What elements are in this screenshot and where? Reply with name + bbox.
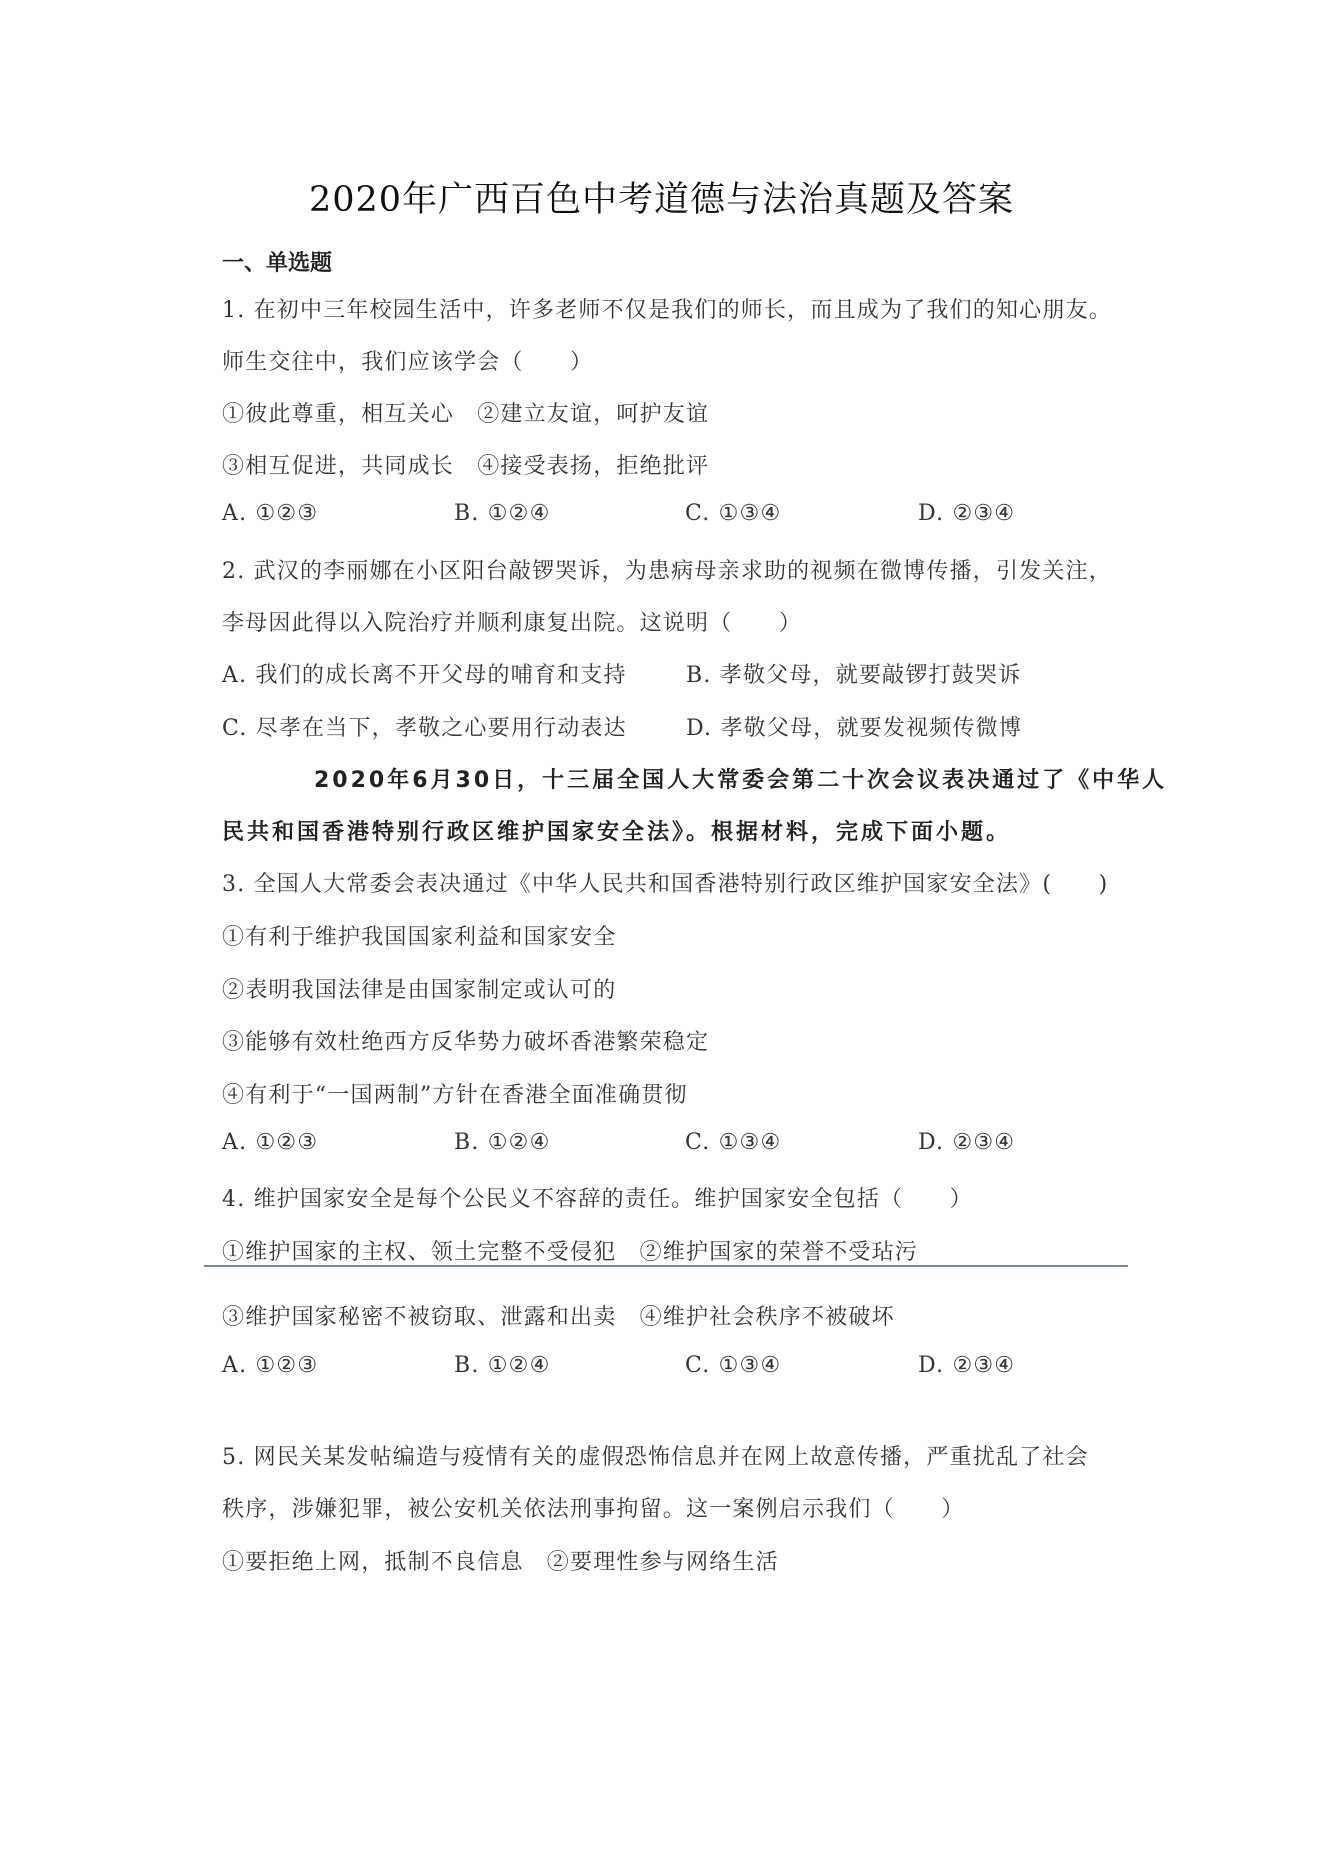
question-1-line: 师生交往中，我们应该学会（ ） bbox=[222, 350, 594, 375]
question-2-option-c: C. 尽孝在当下，孝敬之心要用行动表达 bbox=[222, 716, 627, 741]
question-1-option-a: A. ①②③ bbox=[222, 501, 319, 526]
question-4-statement: ③维护国家秘密不被窃取、泄露和出卖 ④维护社会秩序不被破坏 bbox=[222, 1305, 895, 1330]
question-1-statement: ①彼此尊重，相互关心 ②建立友谊，呵护友谊 bbox=[222, 402, 710, 427]
question-1-line: 1. 在初中三年校园生活中，许多老师不仅是我们的师长，而且成为了我们的知心朋友。 bbox=[222, 298, 1112, 323]
page-divider bbox=[204, 1265, 1128, 1267]
question-3-statement: ①有利于维护我国国家利益和国家安全 bbox=[222, 925, 617, 950]
question-4-line: 4. 维护国家安全是每个公民义不容辞的责任。维护国家安全包括（ ） bbox=[222, 1187, 973, 1212]
section-heading: 一、单选题 bbox=[222, 251, 333, 276]
question-3-option-b: B. ①②④ bbox=[454, 1130, 551, 1155]
material-text: 民共和国香港特别行政区维护国家安全法》。根据材料，完成下面小题。 bbox=[222, 820, 1012, 845]
question-4-option-b: B. ①②④ bbox=[454, 1353, 551, 1378]
question-3-statement: ④有利于“一国两制”方针在香港全面准确贯彻 bbox=[222, 1083, 688, 1108]
question-5-statement: ①要拒绝上网，抵制不良信息 ②要理性参与网络生活 bbox=[222, 1550, 779, 1575]
question-3-option-d: D. ②③④ bbox=[918, 1130, 1016, 1155]
question-1-option-d: D. ②③④ bbox=[918, 501, 1016, 526]
material-text: 2020年6月30日，十三届全国人大常委会第二十次会议表决通过了《中华人 bbox=[314, 768, 1168, 793]
question-1-option-b: B. ①②④ bbox=[454, 501, 551, 526]
question-4-option-d: D. ②③④ bbox=[918, 1353, 1016, 1378]
question-2-option-d: D. 孝敬父母，就要发视频传微博 bbox=[686, 716, 1023, 741]
question-2-line: 李母因此得以入院治疗并顺利康复出院。这说明（ ） bbox=[222, 611, 803, 636]
question-3-line: 3. 全国人大常委会表决通过《中华人民共和国香港特别行政区维护国家安全法》( ) bbox=[222, 872, 1109, 897]
question-5-line: 5. 网民关某发帖编造与疫情有关的虚假恐怖信息并在网上故意传播，严重扰乱了社会 bbox=[222, 1445, 1089, 1470]
question-2-option-b: B. 孝敬父母，就要敲锣打鼓哭诉 bbox=[686, 663, 1022, 688]
question-1-statement: ③相互促进，共同成长 ④接受表扬，拒绝批评 bbox=[222, 454, 710, 479]
question-3-option-c: C. ①③④ bbox=[685, 1130, 782, 1155]
question-2-line: 2. 武汉的李丽娜在小区阳台敲锣哭诉，为患病母亲求助的视频在微博传播，引发关注， bbox=[222, 559, 1112, 584]
question-3-option-a: A. ①②③ bbox=[222, 1130, 319, 1155]
question-4-statement: ①维护国家的主权、领土完整不受侵犯 ②维护国家的荣誉不受玷污 bbox=[222, 1240, 919, 1265]
question-1-option-c: C. ①③④ bbox=[685, 501, 782, 526]
document-title: 2020年广西百色中考道德与法治真题及答案 bbox=[308, 180, 1015, 220]
question-4-option-c: C. ①③④ bbox=[685, 1353, 782, 1378]
question-5-line: 秩序，涉嫌犯罪，被公安机关依法刑事拘留。这一案例启示我们（ ） bbox=[222, 1497, 965, 1522]
question-3-statement: ③能够有效杜绝西方反华势力破坏香港繁荣稳定 bbox=[222, 1030, 710, 1055]
question-2-option-a: A. 我们的成长离不开父母的哺育和支持 bbox=[222, 663, 627, 688]
question-4-option-a: A. ①②③ bbox=[222, 1353, 319, 1378]
question-3-statement: ②表明我国法律是由国家制定或认可的 bbox=[222, 978, 617, 1003]
